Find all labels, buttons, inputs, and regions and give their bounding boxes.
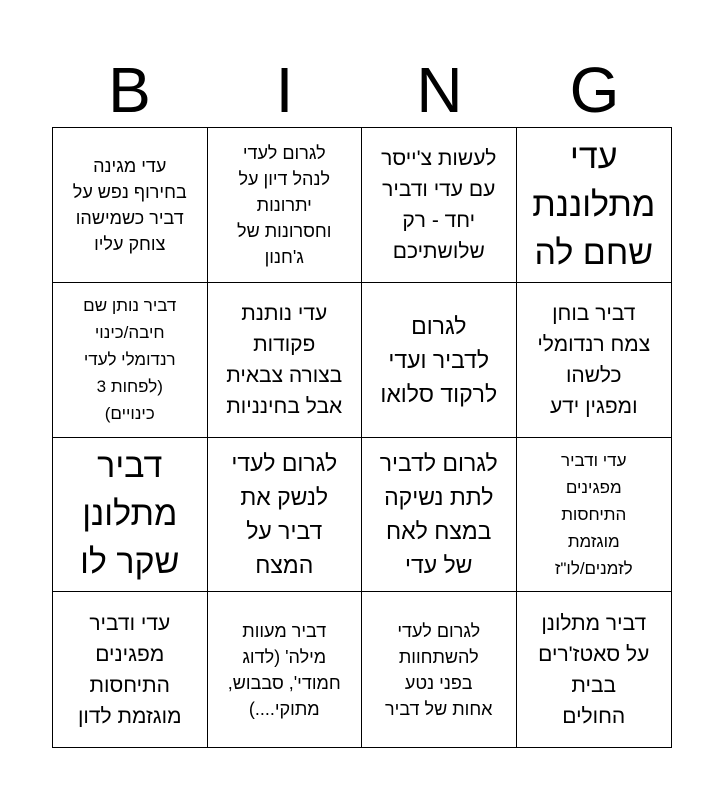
bingo-cell-text: דביר נותן שם חיבה/כינוי רנדומלי לעדי (לפחות 3 כינויים) <box>83 296 177 424</box>
bingo-cell-text: עדי מגינה בחירוף נפש על דביר כשמישהו צוחק עליו <box>72 155 187 254</box>
bingo-cell-text: דביר מתלונן שקר לו <box>80 447 180 582</box>
bingo-cell-text: עדי ודביר מפגינים התיחסות מוגזמת לזמנים/לו"ז <box>554 450 633 578</box>
bingo-cell-text: לגרום לדביר לתת נשיקה במצח לאח של עדי <box>379 450 498 579</box>
bingo-cell[interactable] <box>53 128 208 283</box>
bingo-cell[interactable] <box>53 438 208 593</box>
bingo-cell-text: לעשות צ'ייסר עם עדי ודביר יחד - רק שלושתיכם <box>381 146 497 263</box>
bingo-cell[interactable] <box>53 592 208 747</box>
bingo-cell-text: דביר מעוות מילה' (לדוג חמודי', סבבוש, מתוקי....) <box>227 620 341 719</box>
bingo-cell[interactable] <box>362 283 517 438</box>
bingo-cell-text: דביר בוחן צמח רנדומלי כלשהו ומפגין ידע <box>537 301 651 418</box>
bingo-cell[interactable] <box>362 592 517 747</box>
bingo-cell-text: עדי נותנת פקודות בצורה צבאית אבל בחינניות <box>226 301 343 418</box>
bingo-header <box>52 54 672 126</box>
bingo-cell[interactable] <box>208 283 363 438</box>
bingo-cell-text: דביר מתלונן על סאטז'רים בבית החולים <box>538 611 650 728</box>
bingo-cell[interactable] <box>208 128 363 283</box>
bingo-cell[interactable] <box>517 283 672 438</box>
bingo-cell-text: עדי ודביר מפגינים התיחסות מוגזמת לדון <box>77 611 182 728</box>
bingo-cell-text: לגרום לדביר ועדי לרקוד סלואו <box>380 312 498 407</box>
header-letter-b: B <box>108 54 151 126</box>
bingo-cell[interactable] <box>362 438 517 593</box>
bingo-cell[interactable] <box>208 438 363 593</box>
bingo-cell[interactable] <box>53 283 208 438</box>
bingo-cell-text: לגרום לעדי לנשק את דביר על המצח <box>231 450 338 579</box>
bingo-cell[interactable] <box>362 128 517 283</box>
bingo-cell[interactable] <box>208 592 363 747</box>
bingo-cell[interactable] <box>517 592 672 747</box>
header-letter-g: G <box>569 54 620 126</box>
header-letter-n: N <box>416 54 463 126</box>
bingo-card-grid <box>52 127 672 748</box>
bingo-cell[interactable] <box>517 438 672 593</box>
bingo-cell-text: עדי מתלוננת שחם לה <box>532 137 656 272</box>
bingo-cell-text: לגרום לעדי לנהל דיון על יתרונות וחסרונות של ג'חנון <box>237 142 332 267</box>
bingo-cell-text: לגרום לעדי להשתחוות בפני נטע אחות של דביר <box>385 620 493 719</box>
header-letter-i: I <box>275 54 294 126</box>
bingo-cell[interactable] <box>517 128 672 283</box>
